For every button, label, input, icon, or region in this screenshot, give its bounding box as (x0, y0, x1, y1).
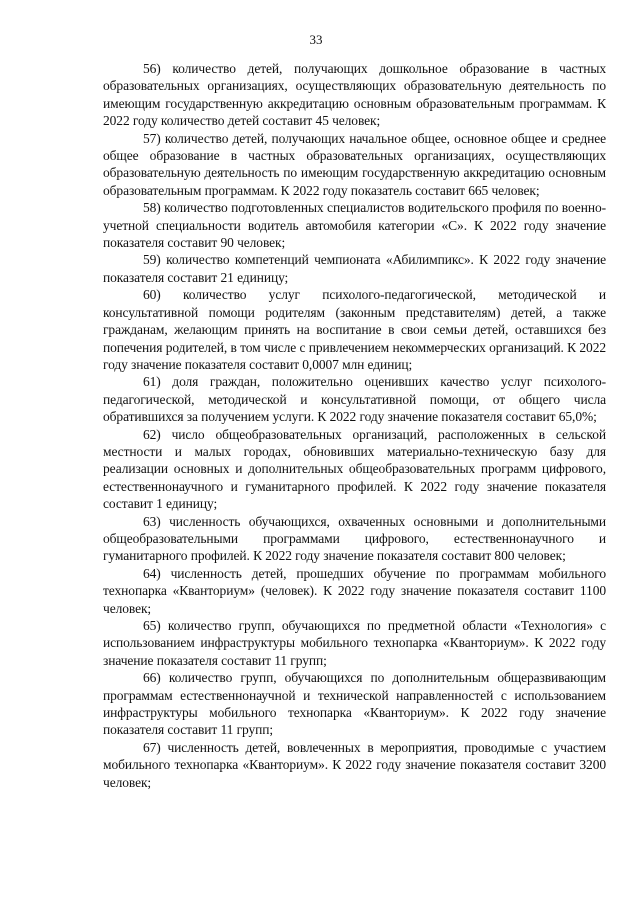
paragraph-62: 62) число общеобразовательных организаций, расположенных в сельской местности и малых городах, обновивших материально-техническую базу для реализации основных и дополнительных общеобразовательных программ цифрового, естественнонаучного и гуманитарного профилей. К 2022 году значение показателя составит 1 единицу; (103, 426, 606, 512)
paragraph-64: 64) численность детей, прошедших обучение по программам мобильного технопарка «Кванториум» (человек). К 2022 году значение показателя составит 1100 человек; (103, 565, 606, 616)
paragraph-56: 56) количество детей, получающих дошкольное образование в частных образовательных организациях, осуществляющих образовательную деятельность по имеющим государственную аккредитацию основным образовательным программам. К 2022 году количество детей составит 45 человек; (103, 61, 606, 129)
document-body (103, 60, 606, 791)
paragraph-60: 60) количество услуг психолого-педагогической, методической и консультативной помощи родителям (законным представителям) детей, а также гражданам, желающим принять на воспитание в свои семьи детей, оставшихся без попечения родителей, в том числе с привлечением некоммерческих организаций. К 2022 году значение показателя составит 0,0007 млн единиц; (103, 287, 606, 372)
paragraph-65: 65) количество групп, обучающихся по предметной области «Технология» с использованием инфраструктуры мобильного технопарка «Кванториум». К 2022 году значение показателя составит 11 групп; (103, 618, 606, 668)
paragraph-67: 67) численность детей, вовлеченных в мероприятия, проводимые с участием мобильного технопарка «Кванториум». К 2022 году значение показателя составит 3200 человек; (103, 739, 606, 790)
page-number: 33 (309, 32, 323, 47)
paragraph-63: 63) численность обучающихся, охваченных основными и дополнительными общеобразовательными программами цифрового, естественнонаучного и гуманитарного профилей. К 2022 году значение показателя составит 800 человек; (103, 513, 606, 564)
paragraph-57: 57) количество детей, получающих начальное общее, основное общее и среднее общее образование в частных образовательных организациях, осуществляющих образовательную деятельность по имеющим государственную аккредитацию основным образовательным программам. К 2022 году показатель составит 665 человек; (103, 130, 606, 198)
paragraph-61: 61) доля граждан, положительно оценивших качество услуг психолого-педагогической, методической и консультативной помощи, от общего числа обратившихся за получением услуги. К 2022 году значение показателя составит 65,0%; (103, 374, 606, 425)
paragraph-59: 59) количество компетенций чемпионата «Абилимпикс». К 2022 году значение показателя составит 21 единицу; (103, 252, 606, 285)
paragraph-58: 58) количество подготовленных специалистов водительского профиля по военно-учетной специальности водитель автомобиля категории «С». К 2022 году значение показателя составит 90 человек; (103, 200, 606, 251)
paragraph-66: 66) количество групп, обучающихся по дополнительным общеразвивающим программам естественнонаучной и технической направленностей с использованием инфраструктуры мобильного технопарка «Кванториум». К 2022 году значение показателя составит 11 групп; (103, 670, 606, 738)
